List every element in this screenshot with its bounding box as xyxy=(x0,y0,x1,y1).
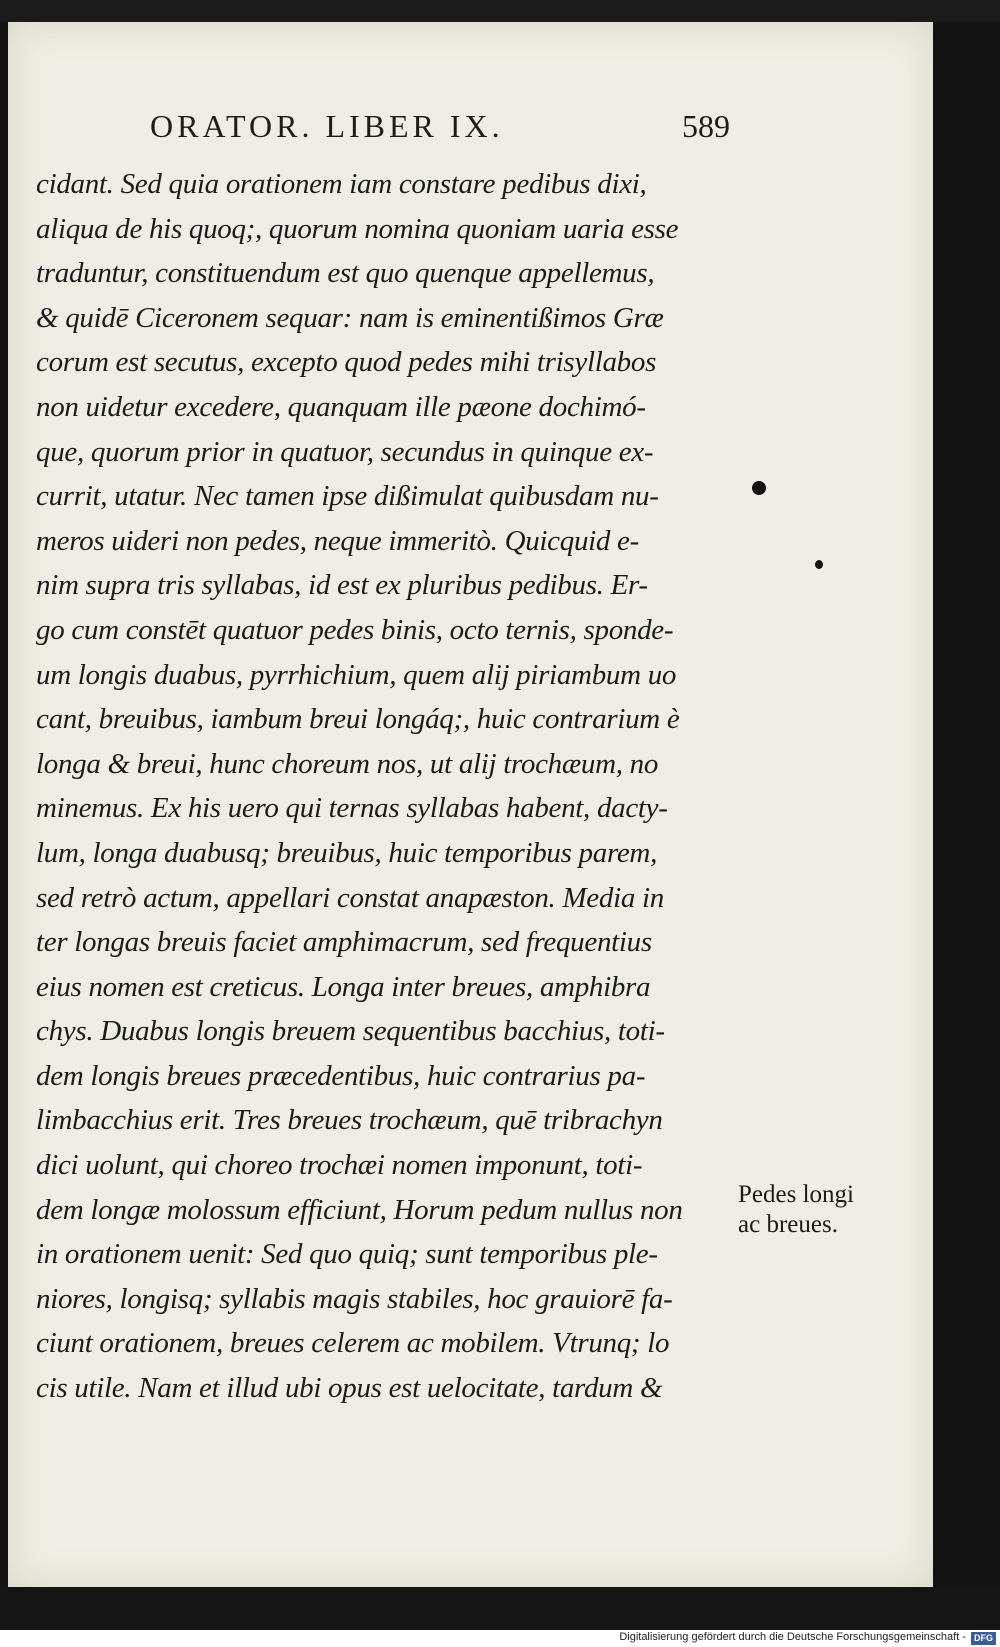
text-line: currit, utatur. Nec tamen ipse dißimulat quibusdam nu- xyxy=(36,480,659,513)
ink-spot xyxy=(815,560,823,569)
text-line: cant, breuibus, iambum breui longáq;, huic contrarium è xyxy=(36,703,680,736)
page-number: 589 xyxy=(682,108,730,144)
text-line: que, quorum prior in quatuor, secundus in quinque ex- xyxy=(36,435,654,468)
text-line: dem longæ molossum efficiunt, Horum pedum nullus non xyxy=(36,1193,683,1226)
text-line: aliqua de his quoq;, quorum nomina quoniam uaria esse xyxy=(36,212,679,245)
text-line: limbacchius erit. Tres breues trochæum, quē tribrachyn xyxy=(36,1104,663,1137)
marginal-note-line: ac breues. xyxy=(738,1211,838,1238)
text-line: um longis duabus, pyrrhichium, quem alij piriambum uo xyxy=(36,658,677,691)
text-line: corum est secutus, excepto quod pedes mihi trisyllabos xyxy=(36,346,657,379)
text-line: in orationem uenit: Sed quo quiq; sunt temporibus ple- xyxy=(36,1238,658,1271)
text-line: nim supra tris syllabas, id est ex pluribus pedibus. Er- xyxy=(36,569,648,602)
text-line: cis utile. Nam et illud ubi opus est uelocitate, tardum & xyxy=(36,1372,663,1405)
text-line: non uidetur excedere, quanquam ille pæone dochimó- xyxy=(36,390,646,423)
running-title: ORATOR. LIBER IX. xyxy=(150,108,504,144)
text-line: traduntur, constituendum est quo quenque appellemus, xyxy=(36,257,655,290)
body-text xyxy=(36,162,736,1411)
text-line: dem longis breues præcedentibus, huic contrarius pa- xyxy=(36,1059,646,1092)
text-line: dici uolunt, qui choreo trochæi nomen imponunt, toti- xyxy=(36,1149,643,1182)
marginal-note xyxy=(738,1180,888,1240)
text-line: ciunt orationem, breues celerem ac mobilem. Vtrunq; lo xyxy=(36,1327,670,1360)
scan-bottom-border xyxy=(0,1587,1000,1630)
text-line: ter longas breuis faciet amphimacrum, sed frequentius xyxy=(36,926,652,959)
text-line: go cum constēt quatuor pedes binis, octo ternis, sponde- xyxy=(36,613,674,646)
text-line: & quidē Ciceronem sequar: nam is eminentißimos Græ xyxy=(36,301,664,334)
text-line: eius nomen est creticus. Longa inter breues, amphibra xyxy=(36,970,651,1003)
digitization-credit: Digitalisierung gefördert durch die Deutsche Forschungsgemeinschaft - xyxy=(619,1631,966,1643)
text-line: longa & breui, hunc choreum nos, ut alij trochæum, no xyxy=(36,747,659,780)
marginal-note-line: Pedes longi xyxy=(738,1181,854,1208)
text-line: sed retrò actum, appellari constat anapæston. Media in xyxy=(36,881,664,914)
text-line: cidant. Sed quia orationem iam constare pedibus dixi, xyxy=(36,168,647,200)
scan-top-border xyxy=(0,0,1000,22)
ink-spot xyxy=(752,481,766,495)
page-header xyxy=(150,108,730,158)
text-line: lum, longa duabusq; breuibus, huic temporibus parem, xyxy=(36,836,658,869)
text-line: chys. Duabus longis breuem sequentibus bacchius, toti- xyxy=(36,1015,665,1048)
text-line: meros uideri non pedes, neque immeritò. Quicquid e- xyxy=(36,524,639,557)
dfg-logo: DFG xyxy=(971,1632,996,1645)
text-line: niores, longisq; syllabis magis stabiles, hoc grauiorē fa- xyxy=(36,1282,673,1315)
text-line: minemus. Ex his uero qui ternas syllabas habent, dacty- xyxy=(36,792,668,825)
